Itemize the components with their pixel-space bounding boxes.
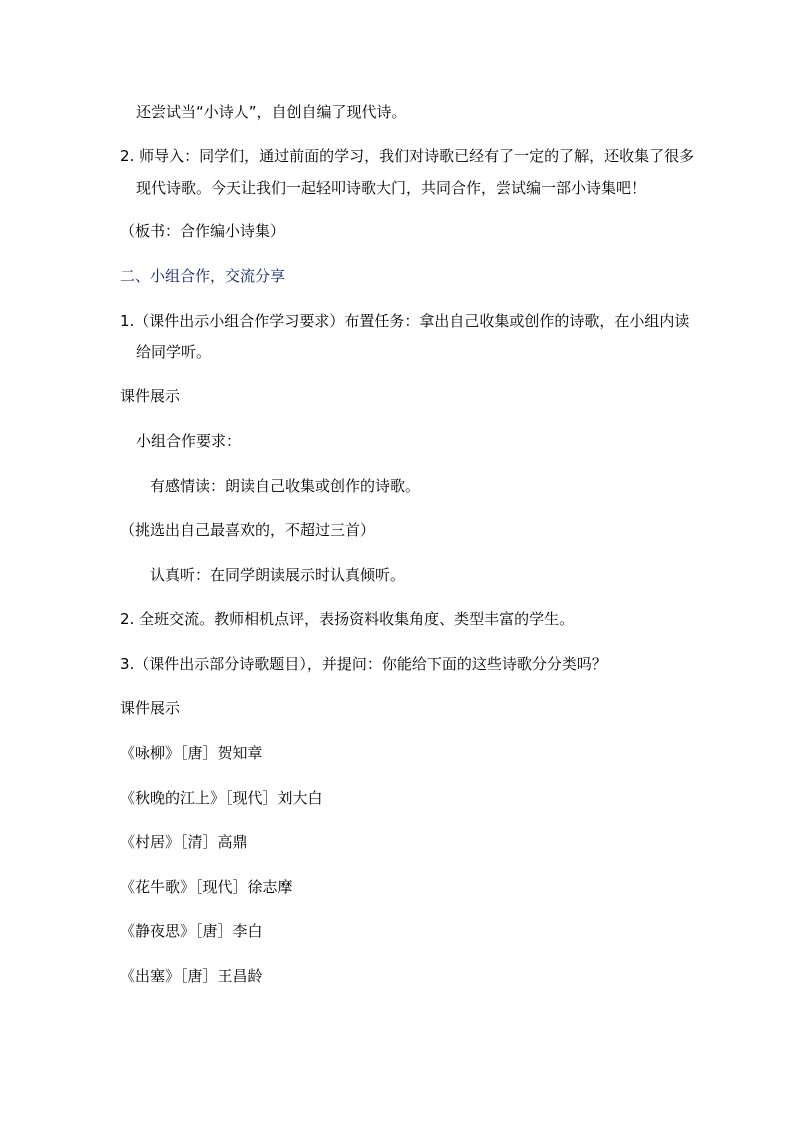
requirement-item: 有感情读：朗读自己收集或创作的诗歌。 [150, 477, 421, 495]
poem-title: 《花牛歌》［现代］徐志摩 [120, 878, 293, 896]
paragraph-line: 2. 全班交流。教师相机点评，表扬资料收集角度、类型丰富的学生。 [120, 610, 575, 628]
paragraph-line: 3.（课件出示部分诗歌题目），并提问：你能给下面的这些诗歌分分类吗？ [120, 655, 607, 673]
poem-title: 《咏柳》［唐］贺知章 [120, 744, 263, 762]
paragraph-line: 1.（课件出示小组合作学习要求）布置任务：拿出自己收集或创作的诗歌，在小组内读 [120, 312, 690, 330]
section-heading: 二、小组合作，交流分享 [120, 267, 286, 285]
poem-title: 《秋晚的江上》［现代］刘大白 [120, 789, 323, 807]
paragraph-line: 现代诗歌。今天让我们一起轻叩诗歌大门，共同合作，尝试编一部小诗集吧！ [136, 179, 647, 197]
requirement-item: 认真听：在同学朗读展示时认真倾听。 [150, 566, 406, 584]
group-requirements-title: 小组合作要求： [136, 432, 242, 450]
paragraph-line: 还尝试当“小诗人”，自创自编了现代诗。 [136, 103, 407, 121]
courseware-label: 课件展示 [120, 387, 181, 405]
poem-title: 《村居》［清］高鼎 [120, 833, 248, 851]
paragraph-line: 2. 师导入：同学们，通过前面的学习，我们对诗歌已经有了一定的了解，还收集了很多 [120, 147, 695, 165]
courseware-label: 课件展示 [120, 699, 181, 717]
poem-title: 《静夜思》［唐］李白 [120, 922, 263, 940]
poem-title: 《出塞》［唐］王昌龄 [120, 967, 263, 985]
board-note: （板书：合作编小诗集） [120, 222, 286, 240]
paragraph-line: 给同学听。 [136, 343, 212, 361]
requirement-note: （挑选出自己最喜欢的，不超过三首） [120, 521, 376, 539]
